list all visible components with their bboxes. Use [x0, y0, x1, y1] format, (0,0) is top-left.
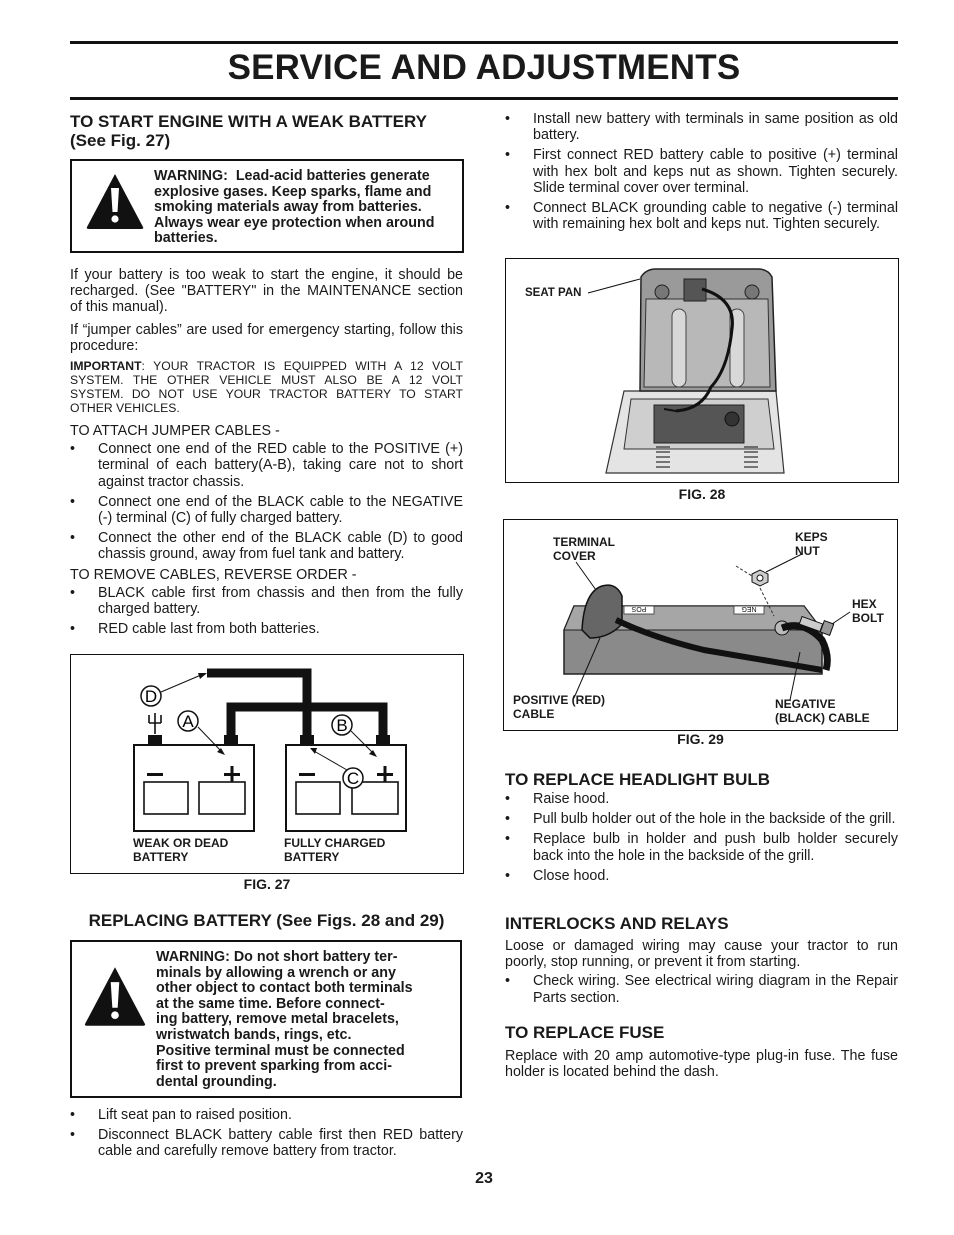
terminal-cover-line-1: TERMINAL: [553, 535, 615, 549]
warning-triangle-icon: [82, 964, 148, 1028]
list-item: • RED cable last from both batteries.: [70, 621, 463, 637]
hex-bolt-line-2: BOLT: [852, 611, 884, 625]
label-hex-bolt: [852, 597, 884, 625]
replacing-list: [70, 1107, 463, 1160]
weak-battery-para-2: If “jumper cables” are used for emergency starting, follow this procedure:: [70, 321, 463, 354]
fig-29-caption: FIG. 29: [677, 731, 724, 747]
callout-c: C: [346, 769, 360, 788]
keps-nut-line-2: NUT: [795, 544, 820, 558]
warning-text: [156, 950, 456, 1090]
keps-nut-line-1: KEPS: [795, 530, 828, 544]
remove-heading: TO REMOVE CABLES, REVERSE ORDER -: [70, 566, 357, 583]
interlocks-para: Loose or damaged wiring may cause your tractor to run poorly, stop running, or prevent it from starting.: [505, 938, 898, 971]
warning-line: wristwatch bands, rings, etc.: [156, 1026, 352, 1043]
weak-battery-section: [70, 112, 463, 150]
warning-box-short-terminals: [70, 940, 462, 1098]
warning-text: WARNING: Lead-acid batteries generate explosive gases. Keep sparks, flame and smoking materials away from batteries. Always wear eye protection when around batteries.: [154, 168, 435, 247]
list-item: • Connect one end of the RED cable to the POSITIVE (+) terminal of each battery(A-B), taking care not to short against tractor chassis.: [70, 441, 463, 490]
fig-28-caption: FIG. 28: [678, 486, 726, 502]
positive-line-1: POSITIVE (RED): [513, 693, 606, 707]
title-underline: [70, 97, 898, 100]
headlight-section: [505, 770, 898, 888]
positive-line-2: CABLE: [513, 707, 555, 721]
negative-line-2: (BLACK) CABLE: [775, 711, 870, 725]
callout-a: A: [182, 712, 194, 731]
callout-b: B: [336, 716, 348, 735]
warning-line: dental grounding.: [156, 1073, 277, 1090]
label-weak-line-1: WEAK OR DEAD: [133, 836, 229, 850]
replacing-battery-section: [70, 911, 463, 930]
label-negative-cable: [775, 697, 870, 725]
list-item: • Close hood.: [505, 868, 898, 884]
figure-27-jumper-cables: [70, 654, 464, 874]
label-keps-nut: [795, 530, 828, 558]
pos-mark: POS: [631, 605, 647, 612]
headlight-heading: TO REPLACE HEADLIGHT BULB: [505, 770, 771, 789]
list-item: • Pull bulb holder out of the hole in the backside of the grill.: [505, 811, 898, 827]
page-number: 23: [475, 1170, 493, 1187]
list-item: • First connect RED battery cable to positive (+) terminal with hex bolt and keps nut as shown. Tighten securely. Slide terminal cover over terminal.: [505, 147, 898, 196]
warning-line: minals by allowing a wrench or any: [156, 964, 396, 981]
list-item: • Install new battery with terminals in same position as old battery.: [505, 111, 898, 143]
warning-line: Positive terminal must be connected: [156, 1042, 405, 1059]
warning-line: at the same time. Before connect-: [156, 995, 385, 1012]
list-item: • BLACK cable first from chassis and then from the fully charged battery.: [70, 585, 463, 617]
warning-body: Lead-acid batteries generate explosive gases. Keep sparks, flame and smoking materials away from batteries. Always wear eye protection when around batteries.: [154, 168, 435, 247]
label-seat-pan: SEAT PAN: [525, 287, 582, 299]
label-weak-battery: [133, 836, 228, 864]
top-rule: [70, 41, 898, 44]
terminal-cover-line-2: COVER: [553, 549, 596, 563]
list-item: • Connect the other end of the BLACK cable (D) to good chassis ground, away from fuel tank and battery.: [70, 530, 463, 562]
warning-label: WARNING: [154, 168, 224, 184]
list-item: • Connect BLACK grounding cable to negative (-) terminal with remaining hex bolt and keps nut. Tighten securely.: [505, 200, 898, 232]
neg-mark: NEG: [741, 605, 757, 612]
install-list: [505, 111, 898, 232]
weak-battery-para-1: If your battery is too weak to start the engine, it should be recharged. (See "BATTERY" in the MAINTENANCE section of this manual).: [70, 267, 463, 316]
label-weak-line-2: BATTERY: [133, 850, 189, 864]
label-full-line-1: FULLY CHARGED: [284, 836, 386, 850]
list-item: • Check wiring. See electrical wiring diagram in the Repair Parts section.: [505, 973, 898, 1005]
label-full-battery: [284, 836, 385, 864]
list-item: • Raise hood.: [505, 791, 898, 807]
important-note: [70, 359, 463, 415]
headlight-list: [505, 791, 898, 884]
page-title: SERVICE AND ADJUSTMENTS: [227, 48, 741, 87]
interlocks-heading: INTERLOCKS AND RELAYS: [505, 914, 729, 933]
fuse-para: Replace with 20 amp automotive-type plug-in fuse. The fuse holder is located behind the dash.: [505, 1048, 898, 1081]
weak-battery-body: [70, 267, 463, 641]
jumper-cable-diagram: [71, 655, 462, 872]
warning-triangle-icon: [84, 171, 146, 231]
fuse-section: [505, 1023, 898, 1080]
label-full-line-2: BATTERY: [284, 850, 340, 864]
hex-bolt-line-1: HEX: [852, 597, 877, 611]
warning-line: WARNING: Do not short battery ter-: [156, 949, 398, 965]
label-positive-cable: [513, 693, 605, 721]
figure-29-battery-terminals: [503, 519, 898, 731]
important-text: : YOUR TRACTOR IS EQUIPPED WITH A 12 VOLT SYSTEM. THE OTHER VEHICLE MUST ALSO BE A 12 VOLT SYSTEM. DO NOT USE YOUR TRACTOR BATTERY TO START OTHER VEHICLES.: [70, 359, 463, 416]
list-item: • Lift seat pan to raised position.: [70, 1107, 463, 1123]
warning-box-explosive-gases: [70, 159, 464, 253]
callout-d: D: [144, 687, 158, 706]
install-steps: [505, 111, 898, 236]
list-item: • Replace bulb in holder and push bulb holder securely back into the hole in the backside of the grill.: [505, 831, 898, 863]
interlocks-section: [505, 914, 898, 1010]
fig-27-caption: FIG. 27: [243, 876, 291, 892]
fuse-heading: TO REPLACE FUSE: [505, 1023, 665, 1042]
warning-line: ing battery, remove metal bracelets,: [156, 1011, 399, 1028]
attach-heading: TO ATTACH JUMPER CABLES -: [70, 423, 280, 440]
figure-28-seat-pan: [505, 258, 899, 483]
negative-line-1: NEGATIVE: [775, 697, 836, 711]
warning-line: other object to contact both terminals: [156, 980, 413, 997]
replacing-heading: REPLACING BATTERY (See Figs. 28 and 29): [88, 911, 445, 930]
label-terminal-cover: [553, 535, 615, 563]
replacing-steps: [70, 1107, 463, 1164]
list-item: • Connect one end of the BLACK cable to the NEGATIVE (-) terminal (C) of fully charged battery.: [70, 494, 463, 526]
weak-battery-heading: TO START ENGINE WITH A WEAK BATTERY (See Fig. 27): [70, 112, 427, 150]
important-label: IMPORTANT: [70, 359, 142, 374]
remove-list: [70, 585, 463, 638]
warning-line: first to prevent sparking from acci-: [156, 1058, 392, 1075]
interlocks-list: [505, 973, 898, 1005]
list-item: • Disconnect BLACK battery cable first then RED battery cable and carefully remove battery from tractor.: [70, 1127, 463, 1159]
attach-list: [70, 441, 463, 562]
